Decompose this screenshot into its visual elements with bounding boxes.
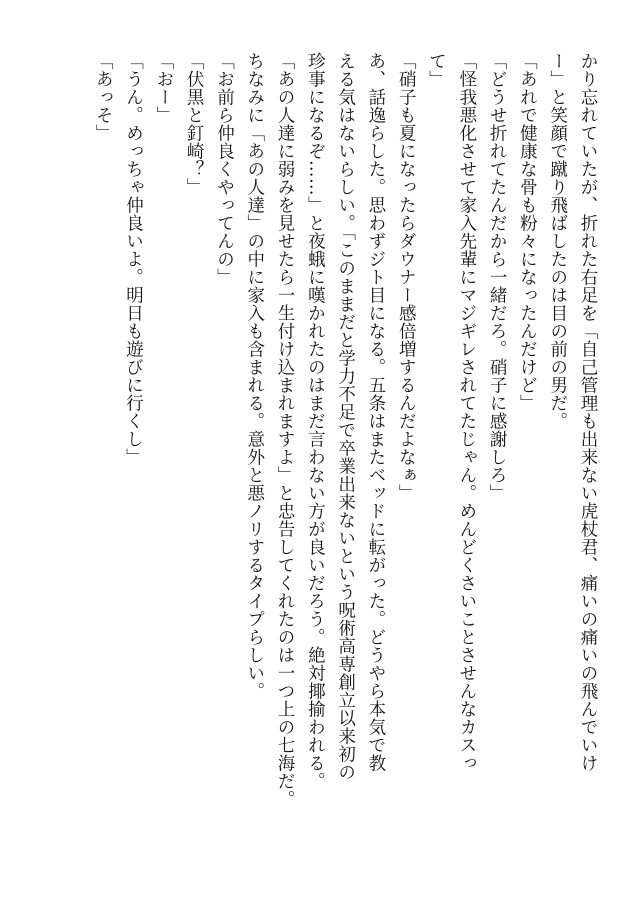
text-line: 「うん。めっちゃ仲良いよ。明日も遊びに行くし」 [123,52,144,466]
text-line: 「おー」 [153,52,174,124]
text-line: 「あっそ」 [93,52,114,142]
text-line: 「お前ら仲良くやってんの」 [214,52,235,286]
text-line: かり忘れていたが、折れた右足を「自己管理も出来ない虎杖君、痛いの痛いの飛んでいけ [578,52,598,772]
text-line: あ、話逸らした。思わずジト目になる。五条はまたベッドに転がった。どうやら本気で教 [365,52,386,772]
text-line: 「あの人達に弱みを見せたら一生付け込まれますよ」と忠告してくれたのは一つ上の七海だ。 [275,52,296,808]
text-line: ちなみに「あの人達」の中に家入も含まれる。意外と悪ノリするタイプらしい。 [244,52,265,700]
text-line: える気はないらしい。「このままだと学力不足で卒業出来ないという呪術高専創立以来初の [335,52,356,782]
text-line: て」 [426,52,447,88]
text-line: 珍事になるぞ……」と夜蛾に嘆かれたのはまだ言わない方が良いだろう。絶対揶揄われる。 [305,52,326,790]
text-line: ー」と笑顔で蹴り飛ばしたのは目の前の男だ。 [547,52,568,430]
text-line: 「あれで健康な骨も粉々になったんだけど」 [517,52,538,412]
text-line: 「怪我悪化させて家入先輩にマジギレされてたじゃん。めんどくさいことさせんなカスっ [456,52,477,772]
vertical-text-body [88,52,603,852]
text-line: 「伏黒と釘崎？」 [184,52,205,196]
text-line: 「どうせ折れてたんだから一緒だろ。硝子に感謝しろ」 [487,52,508,502]
text-line: 「硝子も夏になったらダウナー感倍増するんだよなぁ」 [396,52,417,502]
